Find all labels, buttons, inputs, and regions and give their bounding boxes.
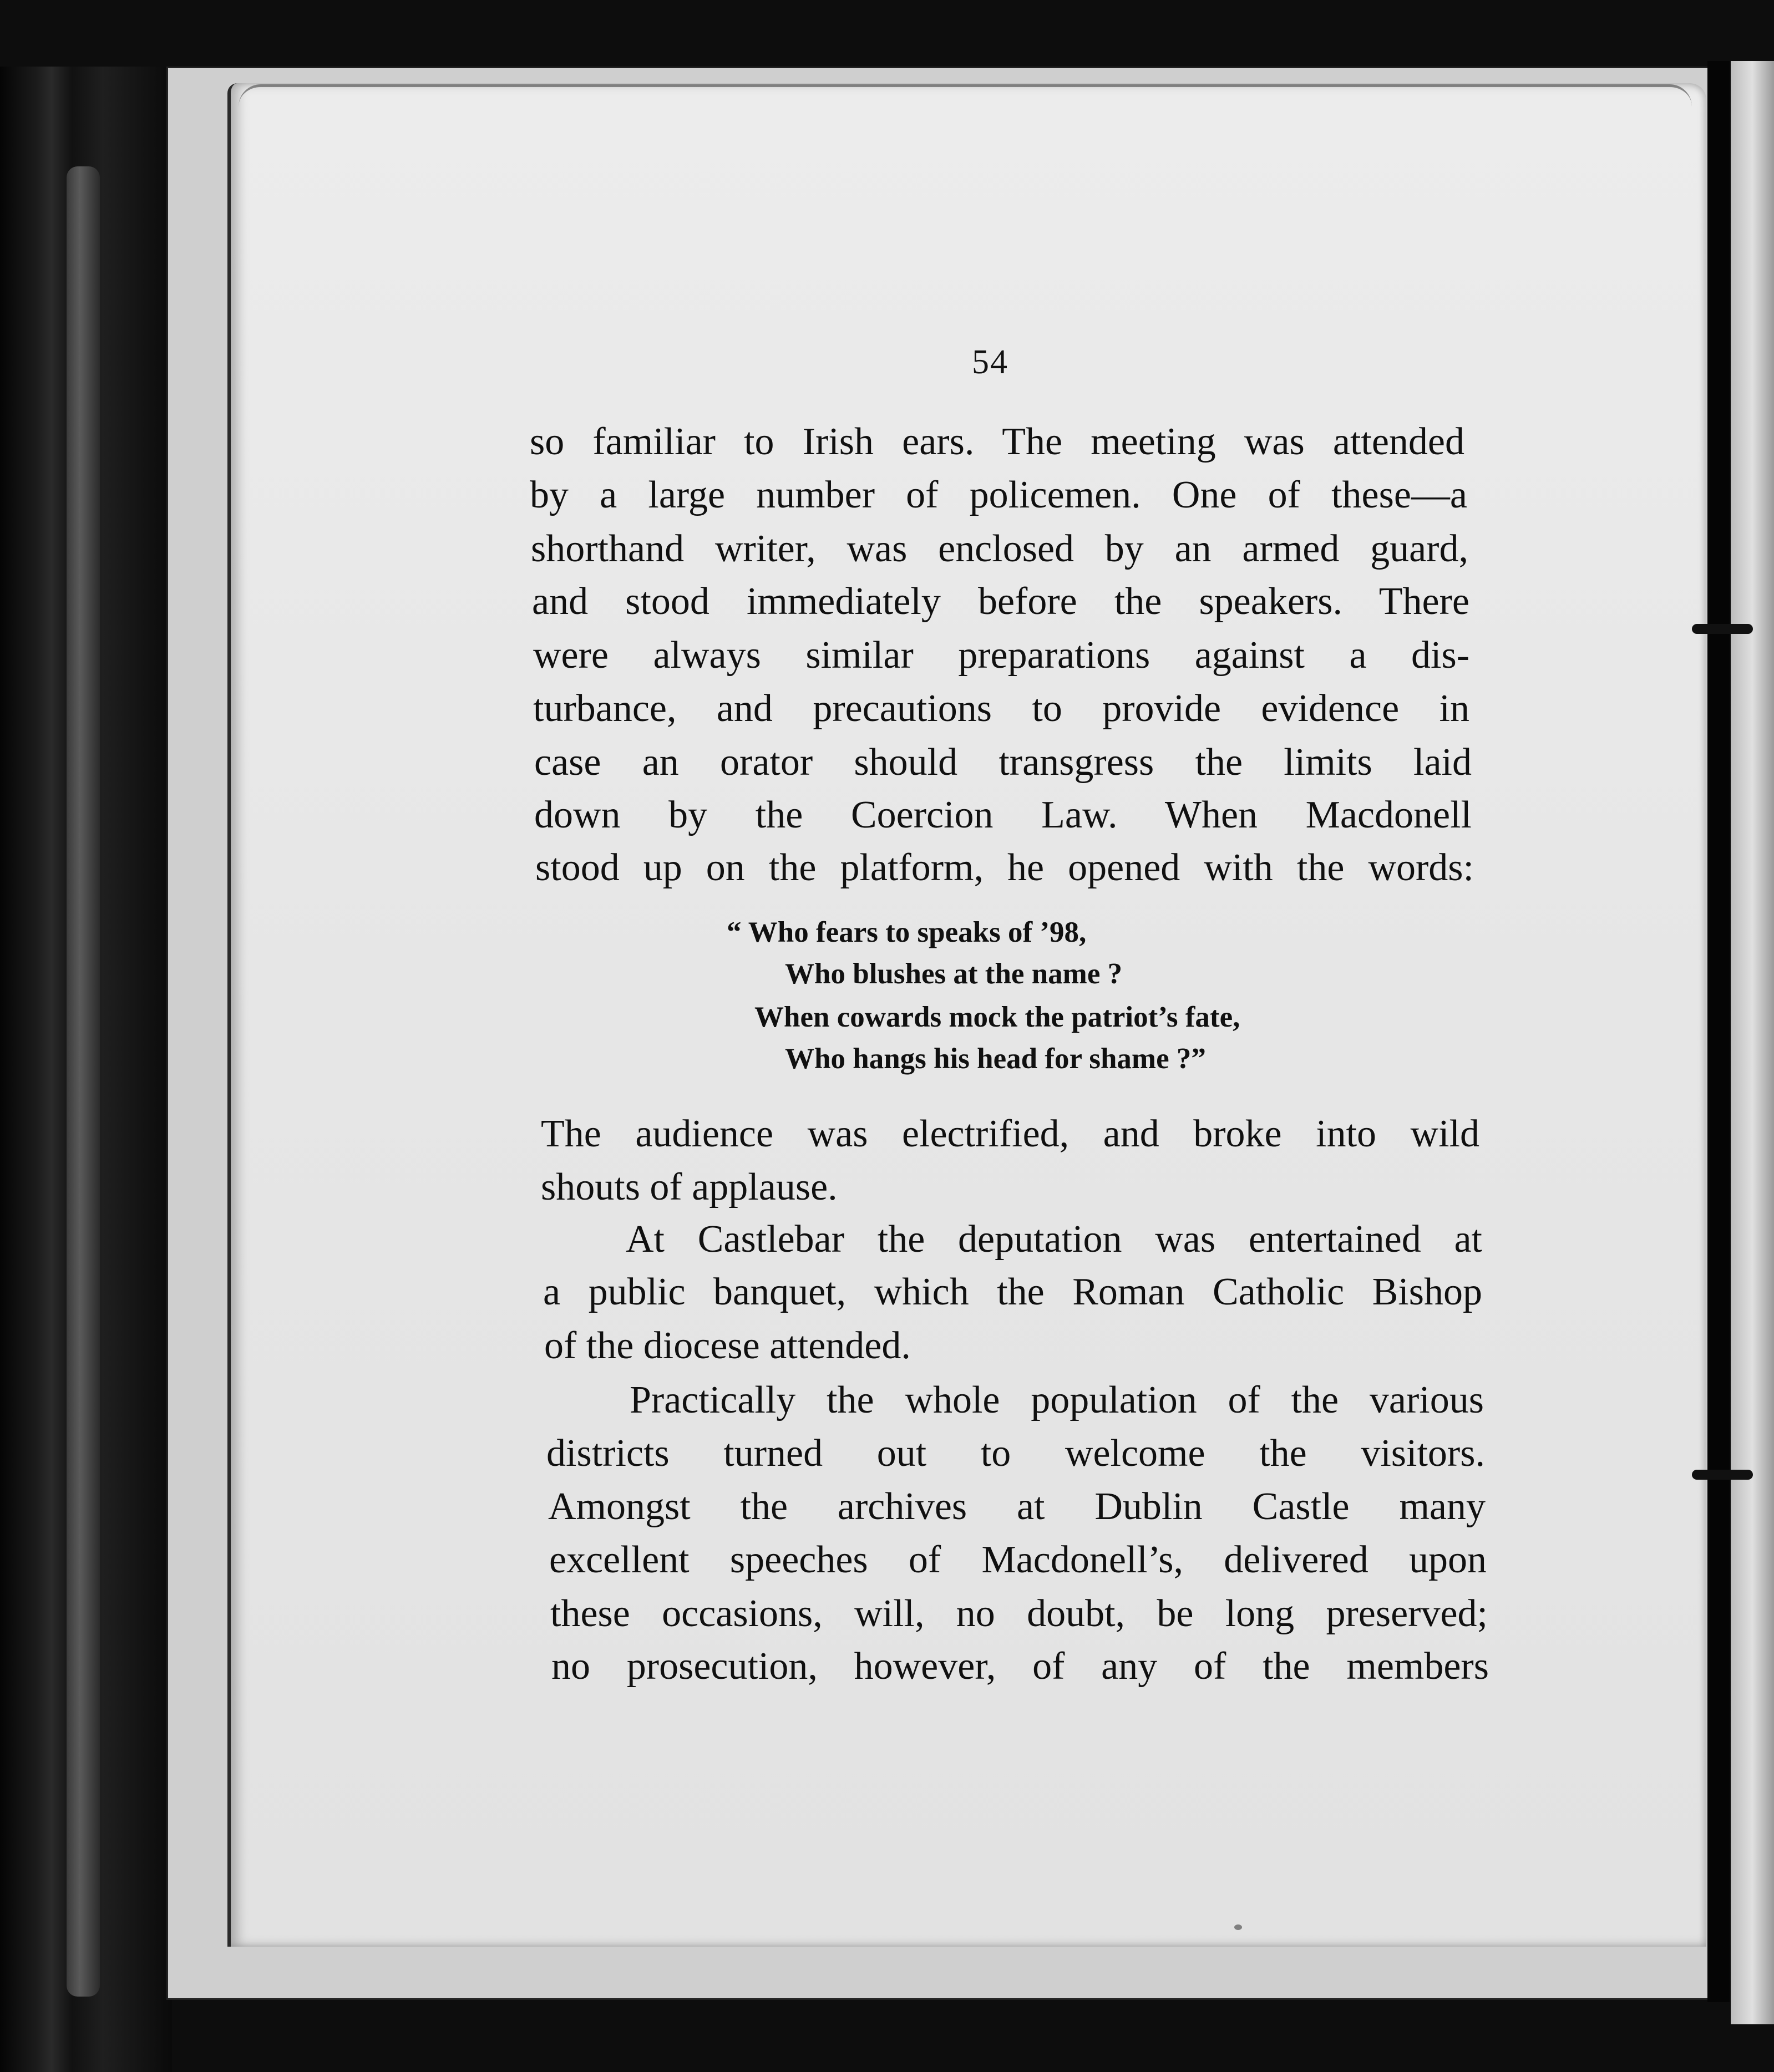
text-line: and stood immediately before the speakers. There — [532, 580, 1469, 623]
verse-line: Who blushes at the name ? — [785, 958, 1123, 990]
text-line: Practically the whole population of the various — [630, 1379, 1484, 1421]
text-line: so familiar to Irish ears. The meeting was attended — [530, 420, 1464, 463]
text-line: stood up on the platform, he opened with the words: — [535, 846, 1474, 889]
text-line: down by the Coercion Law. When Macdonell — [534, 794, 1472, 836]
text-line: excellent speeches of Macdonell’s, delivered upon — [549, 1538, 1487, 1581]
text-line: a public banquet, which the Roman Catholic Bishop — [543, 1271, 1482, 1313]
verse-line: When cowards mock the patriot’s fate, — [754, 1001, 1240, 1033]
text-line: shorthand writer, was enclosed by an armed guard, — [531, 527, 1468, 570]
text-line: shouts of applause. — [541, 1166, 838, 1208]
text-line: were always similar preparations against a dis- — [533, 634, 1469, 677]
text-line: these occasions, will, no doubt, be long preserved; — [550, 1592, 1488, 1635]
text-line: of the diocese attended. — [544, 1324, 911, 1367]
text-line: no prosecution, however, of any of the members — [551, 1645, 1489, 1688]
text-line: Amongst the archives at Dublin Castle many — [548, 1485, 1486, 1528]
text-line: by a large number of policemen. One of these—a — [530, 474, 1467, 516]
verse-line: Who hangs his head for shame ?” — [785, 1043, 1206, 1075]
text-line: The audience was electrified, and broke into wild — [541, 1113, 1479, 1155]
text-line: turbance, and precautions to provide evidence in — [533, 687, 1469, 730]
page-number: 54 — [972, 343, 1008, 381]
text-line: At Castlebar the deputation was entertained at — [626, 1218, 1482, 1261]
text-line: districts turned out to welcome the visitors. — [546, 1432, 1485, 1475]
verse-line: “ Who fears to speaks of ’98, — [727, 916, 1087, 948]
text-line: case an orator should transgress the limits laid — [534, 741, 1472, 784]
ink-speck — [1234, 1924, 1242, 1930]
